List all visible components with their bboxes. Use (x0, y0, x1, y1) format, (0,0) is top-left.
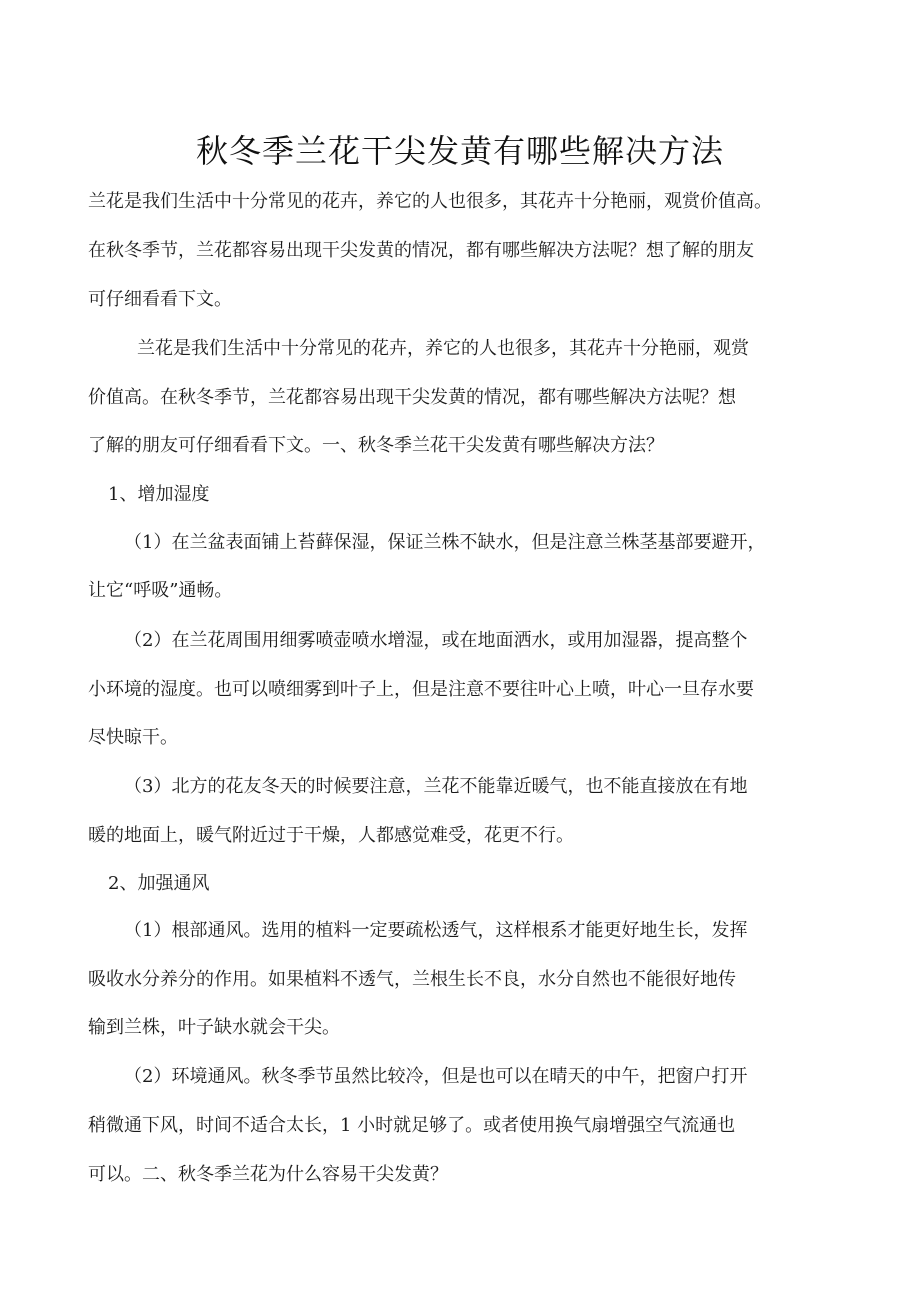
item1-2-line-1: （2）在兰花周围用细雾喷壶喷水增湿，或在地面洒水，或用加湿器，提高整个 (124, 630, 748, 651)
item1-3-line-1: （3）北方的花友冬天的时候要注意，兰花不能靠近暖气，也不能直接放在有地 (124, 776, 748, 797)
item2-1-line-3: 输到兰株，叶子缺水就会干尖。 (88, 1017, 340, 1038)
item1-2-line-2: 小环境的湿度。也可以喷细雾到叶子上，但是注意不要往叶心上喷，叶心一旦存水要 (88, 679, 754, 700)
intro-line-2: 在秋冬季节，兰花都容易出现干尖发黄的情况，都有哪些解决方法呢？想了解的朋友 (88, 240, 754, 261)
item1-2-line-3: 尽快晾干。 (88, 727, 178, 748)
item1-1-line-1: （1）在兰盆表面铺上苔藓保湿，保证兰株不缺水，但是注意兰株茎基部要避开， (124, 532, 766, 553)
intro-line-3: 可仔细看看下文。 (88, 289, 232, 310)
item2-2-line-1: （2）环境通风。秋冬季节虽然比较冷，但是也可以在晴天的中午，把窗户打开 (124, 1066, 748, 1087)
item2-2-line-3: 可以。二、秋冬季兰花为什么容易干尖发黄？ (88, 1164, 448, 1185)
para1-line-2: 价值高。在秋冬季节，兰花都容易出现干尖发黄的情况，都有哪些解决方法呢？想 (88, 387, 736, 408)
para1-line-3: 了解的朋友可仔细看看下文。一、秋冬季兰花干尖发黄有哪些解决方法？ (88, 435, 664, 456)
item2-1-line-2: 吸收水分养分的作用。如果植料不透气，兰根生长不良，水分自然也不能很好地传 (88, 969, 736, 990)
para1-line-1: 兰花是我们生活中十分常见的花卉，养它的人也很多，其花卉十分艳丽，观赏 (137, 338, 749, 359)
intro-line-1: 兰花是我们生活中十分常见的花卉，养它的人也很多，其花卉十分艳丽，观赏价值高。 (88, 191, 772, 212)
item1-3-line-2: 暖的地面上，暖气附近过于干燥，人都感觉难受，花更不行。 (88, 825, 574, 846)
item1-1-line-2: 让它“呼吸”通畅。 (88, 580, 233, 601)
document-title: 秋冬季兰花干尖发黄有哪些解决方法 (195, 132, 724, 170)
section-heading-2: 2、加强通风 (108, 873, 210, 894)
item2-1-line-1: （1）根部通风。选用的植料一定要疏松透气，这样根系才能更好地生长，发挥 (124, 920, 748, 941)
item2-2-line-2: 稍微通下风，时间不适合太长，1 小时就足够了。或者使用换气扇增强空气流通也 (88, 1115, 736, 1136)
section-heading-1: 1、增加湿度 (108, 484, 210, 505)
